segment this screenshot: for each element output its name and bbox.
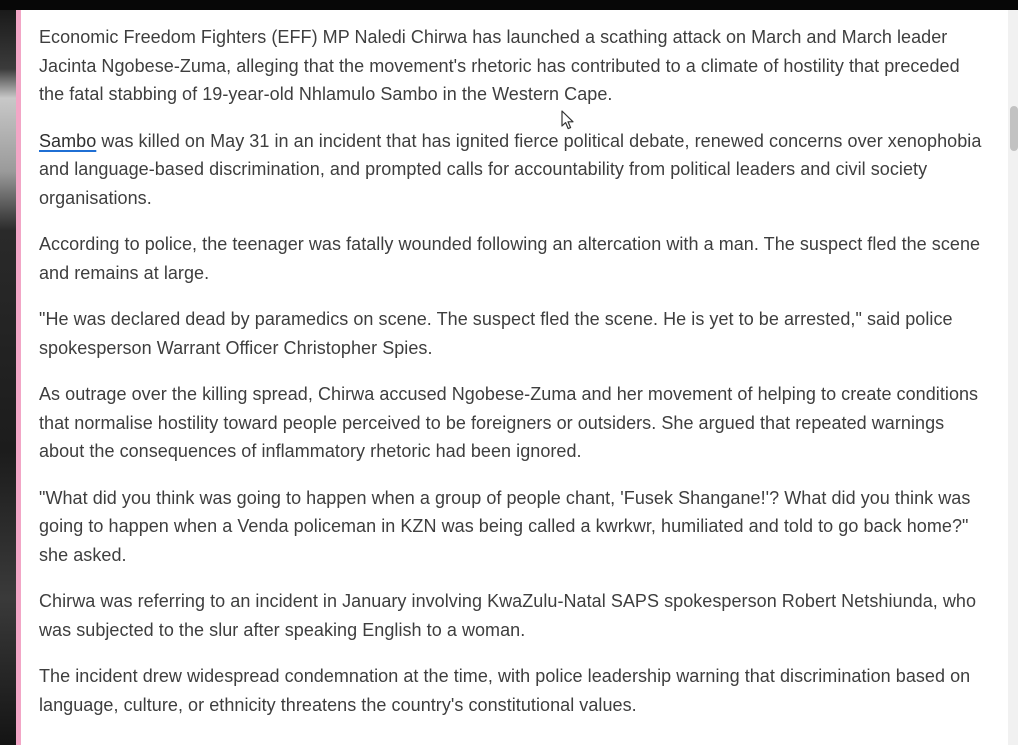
article-body bbox=[21, 10, 1008, 745]
article-paragraph: According to police, the teenager was fatally wounded following an altercation with a man. The suspect fled the scene and remains at large. bbox=[39, 234, 981, 283]
article-paragraph: Economic Freedom Fighters (EFF) MP Naledi Chirwa has launched a scathing attack on March and March leader Jacinta Ngobese-Zuma, alleging that the movement's rhetoric has contributed to a climate of hostility that preceded the fatal stabbing of 19-year-old Nhlamulo Sambo in the Western Cape. bbox=[39, 27, 960, 104]
vertical-scrollbar[interactable] bbox=[1008, 10, 1018, 745]
article-paragraph bbox=[39, 127, 988, 213]
paragraph-text: was killed on May 31 in an incident that has ignited fierce political debate, renewed concerns over xenophobia and language-based discrimination, and prompted calls for accountability from political leaders and civil society organisations. bbox=[39, 130, 982, 208]
article-paragraph: Chirwa was referring to an incident in January involving KwaZulu-Natal SAPS spokesperson Robert Netshiunda, who was subjected to the slur after speaking English to a woman. bbox=[39, 591, 977, 640]
article-paragraph: "He was declared dead by paramedics on scene. The suspect fled the scene. He is yet to be arrested," said police spokesperson Warrant Officer Christopher Spies. bbox=[39, 309, 953, 358]
article-content bbox=[21, 10, 1008, 719]
article-paragraph: "What did you think was going to happen when a group of people chant, 'Fusek Shangane!'? What did you think was going to happen when a Venda policeman in KZN was being called a kwrkwr, humiliated and told to go back home?" she asked. bbox=[39, 487, 971, 565]
top-bar bbox=[0, 0, 1018, 10]
side-photo bbox=[0, 10, 16, 745]
scrollbar-thumb[interactable] bbox=[1010, 106, 1018, 151]
sambo-link[interactable]: Sambo bbox=[39, 130, 97, 151]
article-paragraph: As outrage over the killing spread, Chirwa accused Ngobese-Zuma and her movement of helping to create conditions that normalise hostility toward people perceived to be foreigners or outsiders. She argued that repeated warnings about the consequences of inflammatory rhetoric had been ignored. bbox=[39, 384, 979, 461]
article-paragraph: The incident drew widespread condemnation at the time, with police leadership warning that discrimination based on language, culture, or ethnicity threatens the country's constitutional values. bbox=[39, 666, 971, 715]
